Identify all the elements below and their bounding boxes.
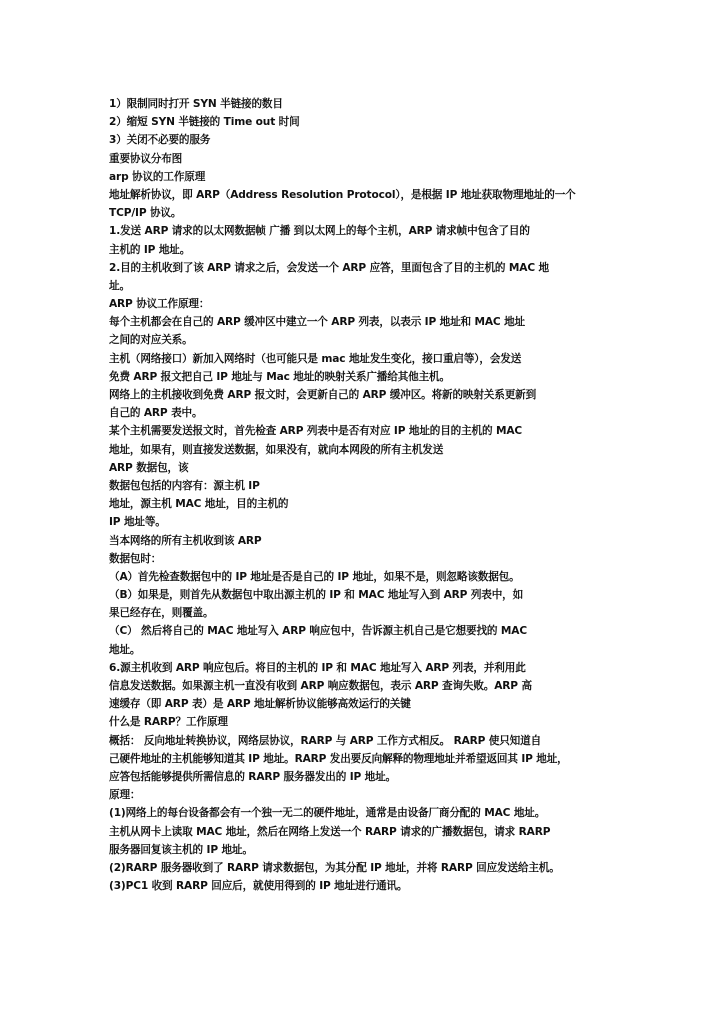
text-line: (1)网络上的每台设备都会有一个独一无二的硬件地址，通常是由设备厂商分配的 MAC 地址。 bbox=[109, 807, 546, 820]
text-line: 2）缩短 SYN 半链接的 Time out 时间 bbox=[109, 116, 300, 129]
text-line: 主机（网络接口）新加入网络时（也可能只是 mac 地址发生变化，接口重启等），会发送 bbox=[109, 352, 522, 365]
text-line: IP 地址等。 bbox=[109, 516, 166, 529]
text-line: 概括： 反向地址转换协议，网络层协议，RARP 与 ARP 工作方式相反。 RARP 使只知道自 bbox=[109, 734, 542, 747]
text-line: 3）关闭不必要的服务 bbox=[109, 134, 211, 147]
text-line: 自己的 ARP 表中。 bbox=[109, 407, 203, 420]
text-line: 地址解析协议，即 ARP（Address Resolution Protocol），是根据 IP 地址获取物理地址的一个 bbox=[109, 188, 576, 201]
text-line: 址。 bbox=[109, 279, 130, 292]
text-line: 1.发送 ARP 请求的以太网数据帧 广播 到以太网上的每个主机，ARP 请求帧中包含了目的 bbox=[109, 225, 530, 238]
text-line: （B）如果是，则首先从数据包中取出源主机的 IP 和 MAC 地址写入到 ARP 列表中，如 bbox=[109, 589, 524, 602]
text-line: 数据包包括的内容有：源主机 IP bbox=[109, 479, 260, 492]
text-line: 服务器回复该主机的 IP 地址。 bbox=[109, 843, 253, 856]
text-line: 网络上的主机接收到免费 ARP 报文时，会更新自己的 ARP 缓冲区。将新的映射关系更新到 bbox=[109, 389, 537, 401]
document-body bbox=[109, 95, 629, 895]
text-line: 当本网络的所有主机收到该 ARP bbox=[109, 534, 262, 547]
text-line: 什么是 RARP？工作原理 bbox=[109, 716, 228, 729]
text-line: 速缓存（即 ARP 表）是 ARP 地址解析协议能够高效运行的关键 bbox=[109, 698, 411, 711]
text-line: ARP 协议工作原理： bbox=[109, 298, 210, 311]
text-line: 地址。 bbox=[109, 643, 141, 656]
text-line: TCP/IP 协议。 bbox=[109, 207, 182, 220]
text-line: 重要协议分布图 bbox=[109, 152, 183, 165]
text-line: ARP 数据包，该 bbox=[109, 461, 189, 474]
text-line: 己硬件地址的主机能够知道其 IP 地址。RARP 发出要反向解释的物理地址并希望返回其 IP 地址， bbox=[109, 752, 568, 765]
text-line: 地址，如果有，则直接发送数据，如果没有，就向本网段的所有主机发送 bbox=[109, 443, 444, 456]
text-line: 2.目的主机收到了该 ARP 请求之后，会发送一个 ARP 应答，里面包含了目的主机的 MAC 地 bbox=[109, 261, 549, 274]
text-line: 数据包时： bbox=[109, 552, 162, 565]
text-line: 免费 ARP 报文把自己 IP 地址与 Mac 地址的映射关系广播给其他主机。 bbox=[109, 370, 450, 383]
text-line: 主机从网卡上读取 MAC 地址，然后在网络上发送一个 RARP 请求的广播数据包，请求 RARP bbox=[109, 825, 551, 838]
text-line: （A）首先检查数据包中的 IP 地址是否是自己的 IP 地址，如果不是，则忽略该数据包。 bbox=[109, 570, 520, 583]
text-line: 原理： bbox=[109, 789, 141, 802]
text-line: (3)PC1 收到 RARP 回应后，就使用得到的 IP 地址进行通讯。 bbox=[109, 880, 408, 893]
text-line: 主机的 IP 地址。 bbox=[109, 243, 191, 256]
text-line: arp 协议的工作原理 bbox=[109, 170, 206, 183]
text-line: 6.源主机收到 ARP 响应包后。将目的主机的 IP 和 MAC 地址写入 ARP 列表，并利用此 bbox=[109, 661, 526, 674]
text-line: 之间的对应关系。 bbox=[109, 334, 193, 347]
text-line: （C） 然后将自己的 MAC 地址写入 ARP 响应包中，告诉源主机自己是它想要找的 MAC bbox=[109, 625, 527, 638]
text-line: 信息发送数据。如果源主机一直没有收到 ARP 响应数据包，表示 ARP 查询失败。ARP 高 bbox=[109, 680, 532, 692]
text-line: 地址，源主机 MAC 地址，目的主机的 bbox=[109, 498, 289, 511]
text-line: (2)RARP 服务器收到了 RARP 请求数据包，为其分配 IP 地址，并将 RARP 回应发送给主机。 bbox=[109, 861, 560, 874]
text-line: 1）限制同时打开 SYN 半链接的数目 bbox=[109, 98, 283, 110]
text-line: 某个主机需要发送报文时，首先检查 ARP 列表中是否有对应 IP 地址的目的主机的 MAC bbox=[109, 425, 523, 438]
text-line: 应答包括能够提供所需信息的 RARP 服务器发出的 IP 地址。 bbox=[109, 770, 396, 783]
text-line: 每个主机都会在自己的 ARP 缓冲区中建立一个 ARP 列表，以表示 IP 地址和 MAC 地址 bbox=[109, 316, 525, 329]
text-line: 果已经存在，则覆盖。 bbox=[109, 607, 214, 620]
